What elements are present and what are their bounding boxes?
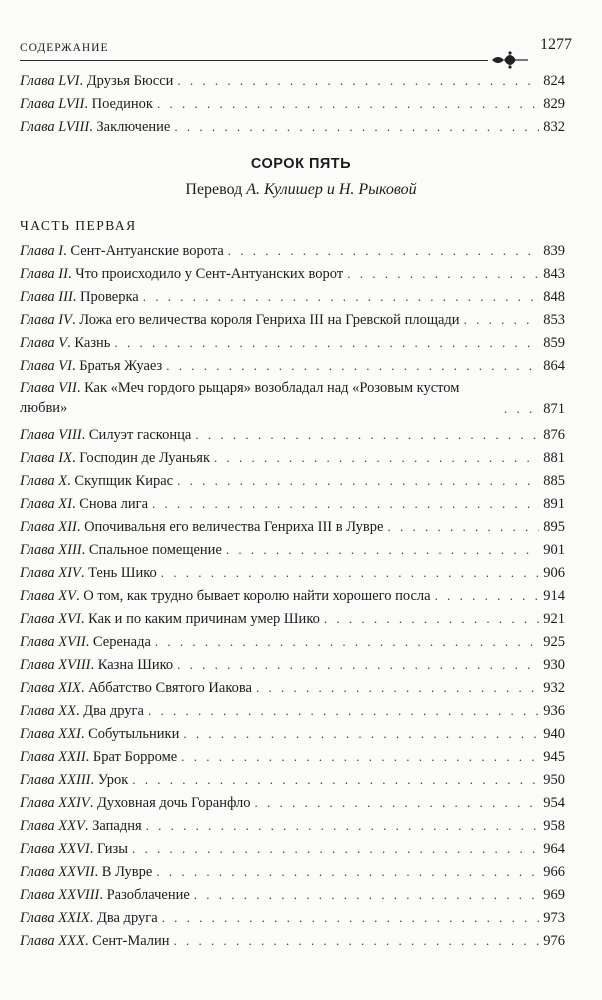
toc-entry <box>20 95 565 113</box>
entry-title: Глава XIII. Спальное помещение <box>20 542 222 558</box>
chapter-number: Глава XXV <box>20 818 85 834</box>
toc-entry <box>20 610 565 628</box>
entry-page-number: 839 <box>543 243 565 259</box>
toc-entry <box>20 909 565 927</box>
entry-title: Глава XXVI. Гизы <box>20 841 129 857</box>
entry-title: Глава XXVII. В Лувре <box>20 864 153 880</box>
entry-title: Глава VIII. Силуэт гасконца <box>20 427 192 443</box>
toc-entry <box>20 426 565 444</box>
entry-title: Глава XXI. Собутыльники <box>20 726 180 742</box>
book-title: СОРОК ПЯТЬ <box>250 156 352 172</box>
entry-page-number: 901 <box>543 542 565 558</box>
entry-page-number: 932 <box>543 680 565 696</box>
entry-page-number: 964 <box>543 841 565 857</box>
entry-title: Глава XIX. Аббатство Святого Иакова <box>20 680 252 696</box>
entry-title: Глава IV. Ложа его величества короля Генриха III на Гревской площади <box>20 312 460 328</box>
entry-page-number: 871 <box>543 401 565 417</box>
chapter-number: Глава XX <box>20 703 77 719</box>
toc-entry <box>20 472 565 490</box>
entry-title: Глава XVIII. Казна Шико <box>20 657 174 673</box>
chapter-number: Глава VIII <box>20 427 82 443</box>
entry-page-number: 895 <box>543 519 565 535</box>
chapter-number: Глава XVI <box>20 611 81 627</box>
entry-page-number: 824 <box>543 73 565 89</box>
entry-title: Глава IX. Господин де Луаньяк <box>20 450 210 466</box>
chapter-number: Глава II <box>20 266 68 282</box>
dot-leader <box>195 426 539 444</box>
entry-page-number: 906 <box>543 565 565 581</box>
toc-entry <box>20 817 565 835</box>
entry-title: Глава XII. Опочивальня его величества Генриха III в Лувре <box>20 519 384 535</box>
entry-title: Глава XV. О том, как трудно бывает королю найти хорошего посла <box>20 588 431 604</box>
dot-leader <box>256 679 539 697</box>
dot-leader <box>156 863 539 881</box>
entry-page-number: 876 <box>543 427 565 443</box>
header-rule <box>20 60 488 61</box>
toc-entry <box>20 288 565 306</box>
toc-entry <box>20 679 565 697</box>
toc-entry <box>20 633 565 651</box>
dot-leader <box>194 886 539 904</box>
toc-entry <box>20 311 565 329</box>
dot-leader <box>132 840 539 858</box>
toc-entry <box>20 748 565 766</box>
toc-entry <box>20 378 565 418</box>
translation-credit <box>0 181 602 199</box>
toc-entry <box>20 72 565 90</box>
entry-page-number: 832 <box>543 119 565 135</box>
entry-title: Глава XXIII. Урок <box>20 772 129 788</box>
chapter-number: Глава VI <box>20 358 72 374</box>
chapter-number: Глава I <box>20 243 64 259</box>
entry-title: Глава III. Проверка <box>20 289 139 305</box>
entry-page-number: 859 <box>543 335 565 351</box>
dot-leader <box>143 288 540 306</box>
dot-leader <box>166 357 539 375</box>
entry-title: Глава VII. Как «Меч гордого рыцаря» возобладал над «Розовым кустом любви» <box>20 380 460 416</box>
entry-title: Глава XVII. Серенада <box>20 634 151 650</box>
toc-entry <box>20 771 565 789</box>
dot-leader <box>146 817 540 835</box>
entry-title: Глава VI. Братья Жуаез <box>20 358 163 374</box>
dot-leader <box>183 725 539 743</box>
dot-leader <box>214 449 539 467</box>
dot-leader <box>504 400 539 418</box>
toc-entry <box>20 863 565 881</box>
chapter-number: Глава LVII <box>20 96 85 112</box>
dot-leader <box>464 311 540 329</box>
toc-entry <box>20 587 565 605</box>
toc-entry <box>20 564 565 582</box>
chapter-number: Глава XIX <box>20 680 81 696</box>
entry-page-number: 843 <box>543 266 565 282</box>
toc-entry <box>20 118 565 136</box>
entry-page-number: 954 <box>543 795 565 811</box>
chapter-number: Глава XXVIII <box>20 887 100 903</box>
dot-leader <box>387 518 539 536</box>
chapter-number: Глава XXII <box>20 749 86 765</box>
toc-entry <box>20 449 565 467</box>
entry-title: Глава XI. Снова лига <box>20 496 149 512</box>
chapter-number: Глава LVIII <box>20 119 90 135</box>
entry-page-number: 976 <box>543 933 565 949</box>
entry-title: Глава XXIX. Два друга <box>20 910 158 926</box>
chapter-number: Глава XIV <box>20 565 81 581</box>
dot-leader <box>177 472 539 490</box>
entry-title: Глава XXIV. Духовная дочь Горанфло <box>20 795 251 811</box>
entry-page-number: 885 <box>543 473 565 489</box>
dot-leader <box>226 541 539 559</box>
chapter-number: Глава X <box>20 473 68 489</box>
entry-title: Глава XXVIII. Разоблачение <box>20 887 190 903</box>
chapter-number: Глава III <box>20 289 73 305</box>
dot-leader <box>114 334 539 352</box>
chapter-number: Глава XXIV <box>20 795 90 811</box>
entry-page-number: 940 <box>543 726 565 742</box>
entry-page-number: 914 <box>543 588 565 604</box>
chapter-number: Глава XII <box>20 519 77 535</box>
entry-page-number: 881 <box>543 450 565 466</box>
dot-leader <box>181 748 539 766</box>
entry-title: Глава X. Скупщик Кирас <box>20 473 174 489</box>
translation-prefix: Перевод <box>185 181 247 198</box>
entry-page-number: 966 <box>543 864 565 880</box>
toc-entry <box>20 656 565 674</box>
dot-leader <box>174 118 539 136</box>
toc-entry <box>20 840 565 858</box>
dot-leader <box>324 610 539 628</box>
entry-page-number: 864 <box>543 358 565 374</box>
chapter-number: Глава V <box>20 335 68 351</box>
fleuron-ornament-icon <box>490 48 530 72</box>
chapter-number: Глава LVI <box>20 73 80 89</box>
dot-leader <box>347 265 539 283</box>
entry-page-number: 930 <box>543 657 565 673</box>
dot-leader <box>435 587 540 605</box>
dot-leader <box>132 771 539 789</box>
entry-page-number: 969 <box>543 887 565 903</box>
toc-entry <box>20 518 565 536</box>
entry-page-number: 950 <box>543 772 565 788</box>
entry-page-number: 891 <box>543 496 565 512</box>
running-header <box>20 36 572 60</box>
entry-title: Глава XVI. Как и по каким причинам умер Шико <box>20 611 320 627</box>
chapter-number: Глава XVIII <box>20 657 91 673</box>
dot-leader <box>177 656 539 674</box>
toc-entry <box>20 932 565 950</box>
entry-page-number: 925 <box>543 634 565 650</box>
chapter-number: Глава XXIII <box>20 772 91 788</box>
entry-title: Глава XXII. Брат Борроме <box>20 749 178 765</box>
chapter-number: Глава XIII <box>20 542 82 558</box>
chapter-number: Глава XI <box>20 496 72 512</box>
entry-title: Глава XXX. Сент-Малин <box>20 933 170 949</box>
toc-entry <box>20 725 565 743</box>
entry-page-number: 829 <box>543 96 565 112</box>
chapter-number: Глава IV <box>20 312 72 328</box>
entry-page-number: 936 <box>543 703 565 719</box>
entry-title: Глава LVIII. Заключение <box>20 119 171 135</box>
entry-title: Глава II. Что происходило у Сент-Антуанских ворот <box>20 266 344 282</box>
dot-leader <box>161 564 539 582</box>
translator-names: А. Кулишер и Н. Рыковой <box>246 181 417 198</box>
chapter-number: Глава IX <box>20 450 72 466</box>
chapter-number: Глава XXVI <box>20 841 90 857</box>
chapter-number: Глава VII <box>20 380 77 396</box>
dot-leader <box>152 495 539 513</box>
section-title: СОДЕРЖАНИЕ <box>20 42 109 54</box>
entry-title: Глава I. Сент-Антуанские ворота <box>20 243 224 259</box>
dot-leader <box>148 702 539 720</box>
part-heading: ЧАСТЬ ПЕРВАЯ <box>20 218 137 233</box>
entry-page-number: 973 <box>543 910 565 926</box>
dot-leader <box>155 633 539 651</box>
entry-page-number: 848 <box>543 289 565 305</box>
entry-page-number: 853 <box>543 312 565 328</box>
dot-leader <box>255 794 540 812</box>
entry-title: Глава LVI. Друзья Бюсси <box>20 73 174 89</box>
toc-entry <box>20 495 565 513</box>
entry-page-number: 921 <box>543 611 565 627</box>
toc-entry <box>20 886 565 904</box>
chapter-number: Глава XXI <box>20 726 81 742</box>
chapter-number: Глава XVII <box>20 634 86 650</box>
dot-leader <box>162 909 540 927</box>
entry-title: Глава LVII. Поединок <box>20 96 153 112</box>
chapter-number: Глава XXX <box>20 933 85 949</box>
entry-title: Глава XIV. Тень Шико <box>20 565 157 581</box>
entry-page-number: 958 <box>543 818 565 834</box>
dot-leader <box>157 95 539 113</box>
entry-page-number: 945 <box>543 749 565 765</box>
chapter-number: Глава XXIX <box>20 910 90 926</box>
entry-title: Глава XXV. Западня <box>20 818 142 834</box>
page-number: 1277 <box>540 36 572 53</box>
toc-entry <box>20 242 565 260</box>
dot-leader <box>174 932 540 950</box>
toc-entry <box>20 334 565 352</box>
chapter-number: Глава XV <box>20 588 77 604</box>
toc-entry <box>20 794 565 812</box>
toc-entry <box>20 702 565 720</box>
entry-title: Глава XX. Два друга <box>20 703 144 719</box>
dot-leader <box>177 72 539 90</box>
entry-title: Глава V. Казнь <box>20 335 111 351</box>
toc-entry <box>20 541 565 559</box>
toc-entry <box>20 265 565 283</box>
chapter-number: Глава XXVII <box>20 864 95 880</box>
dot-leader <box>228 242 539 260</box>
toc-entry <box>20 357 565 375</box>
